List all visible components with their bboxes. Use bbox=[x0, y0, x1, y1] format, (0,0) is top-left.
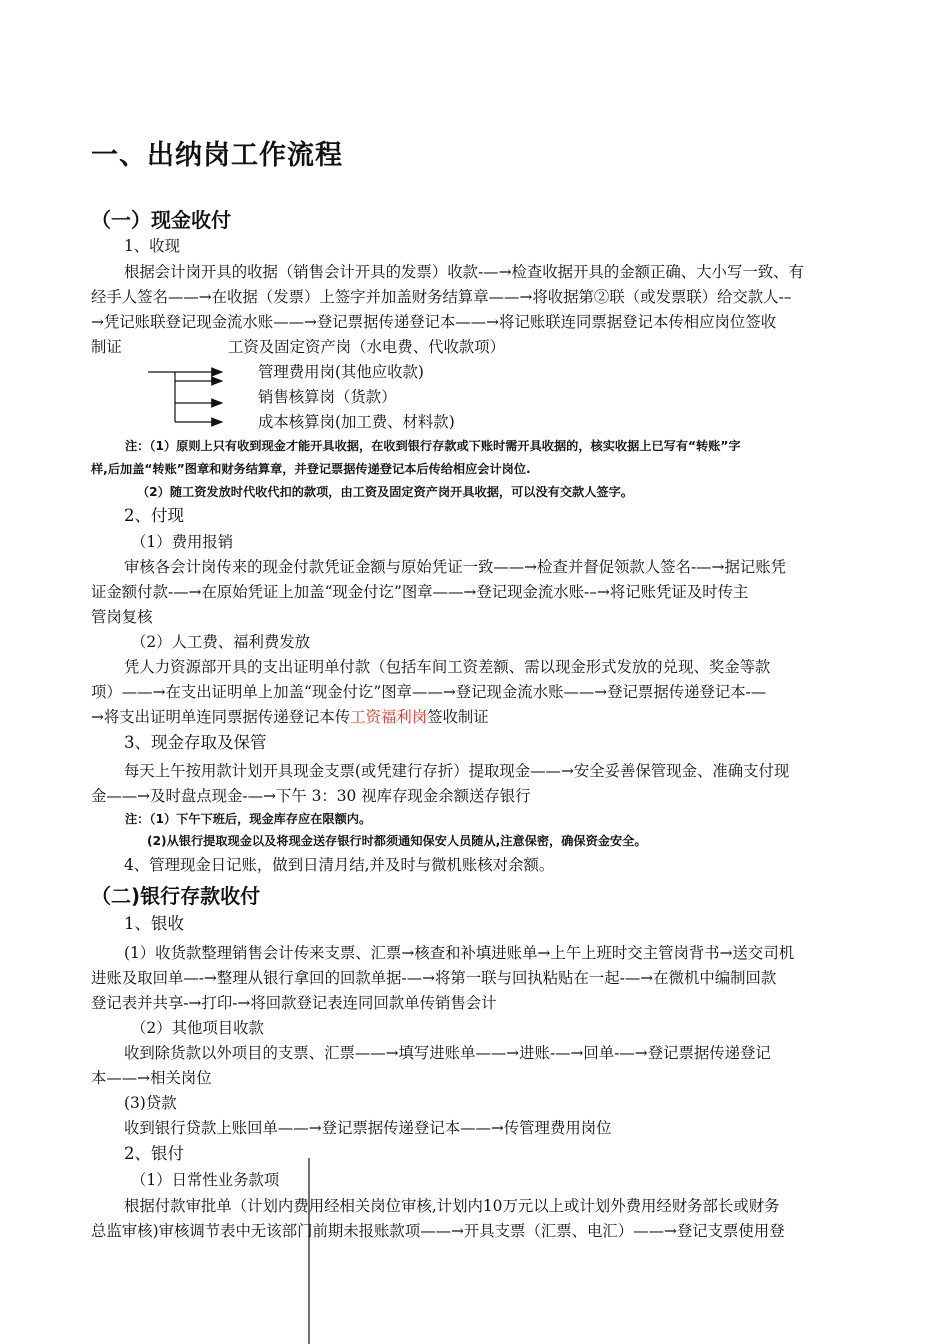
section-heading-bank: （二)银行存款收付 bbox=[91, 884, 261, 908]
section-heading-cash: （一）现金收付 bbox=[91, 208, 231, 232]
subheading-cash-storage: 3、现金存取及保管 bbox=[124, 733, 267, 752]
highlighted-post-name: 工资福利岗 bbox=[350, 708, 428, 726]
subheading-cash-payment: 2、付现 bbox=[124, 506, 184, 525]
paragraph-line: 进账及取回单—-→整理从银行拿回的回款单据-—→将第一联与回执粘贴在一起-—→在微机中编制回款 bbox=[91, 969, 777, 987]
paragraph-line: 制证 bbox=[91, 338, 122, 356]
paragraph-text: →将支出证明单连同票据传递登记本传 bbox=[91, 708, 351, 726]
post-label-sales: 销售核算岗（货款） bbox=[258, 388, 397, 406]
paragraph-line bbox=[91, 707, 489, 727]
page-title: 一、出纳岗工作流程 bbox=[91, 140, 343, 171]
paragraph-line: 审核各会计岗传来的现金付款凭证金额与原始凭证一致——→检查并督促领款人签名-—→据记账凭 bbox=[124, 558, 787, 576]
paragraph-line: 4、管理现金日记账，做到日清月结,并及时与微机账核对余额。 bbox=[124, 856, 555, 874]
paragraph-line: 项）——→在支出证明单上加盖“现金付讫”图章——→登记现金流水账——→登记票据传递登记本-— bbox=[91, 683, 767, 701]
paragraph-line: (1）收货款整理销售会计传来支票、汇票→核查和补填进账单→上午上班时交主管岗背书→送交司机 bbox=[124, 944, 795, 962]
subheading-cash-receipt: 1、收现 bbox=[124, 237, 180, 255]
paragraph-line: 证金额付款-—→在原始凭证上加盖“现金付讫”图章——→登记现金流水账-–→将记账凭证及时传主 bbox=[91, 583, 749, 601]
subheading-loans: (3)贷款 bbox=[124, 1094, 177, 1112]
post-label-payroll: 工资及固定资产岗（水电费、代收款项） bbox=[228, 338, 506, 356]
paragraph-line: 本——→相关岗位 bbox=[91, 1069, 212, 1087]
paragraph-line: →凭记账联登记现金流水账——→登记票据传递登记本——→将记账联连同票据登记本传相应岗位签收 bbox=[91, 313, 777, 331]
paragraph-line: 经手人签名——→在收据（发票）上签字并加盖财务结算章——→将收据第②联（或发票联）给交款人-– bbox=[91, 288, 792, 306]
subheading-expense-reimbursement: （1）费用报销 bbox=[131, 533, 234, 551]
paragraph-line: 每天上午按用款计划开具现金支票(或凭建行存折）提取现金——→安全妥善保管现金、准确支付现 bbox=[124, 762, 790, 780]
paragraph-line: 收到银行贷款上账回单——→登记票据传递登记本——→传管理费用岗位 bbox=[124, 1119, 612, 1137]
subheading-bank-receipt: 1、银收 bbox=[124, 914, 184, 933]
post-label-cost: 成本核算岗(加工费、材料款) bbox=[258, 413, 455, 431]
paragraph-line: 根据会计岗开具的收据（销售会计开具的发票）收款-—→检查收据开具的金额正确、大小写一致、有 bbox=[124, 263, 804, 281]
subheading-other-receipts: （2）其他项目收款 bbox=[131, 1019, 264, 1037]
note-line: (2)从银行提取现金以及将现金送存银行时都须通知保安人员随从,注意保密，确保资金安全。 bbox=[147, 834, 647, 848]
subheading-bank-payment: 2、银付 bbox=[124, 1144, 184, 1163]
paragraph-line: 凭人力资源部开具的支出证明单付款（包括车间工资差额、需以现金形式发放的兑现、奖金等款 bbox=[124, 658, 771, 676]
paragraph-text: 签收制证 bbox=[427, 708, 489, 726]
note-line: 样,后加盖“转账”图章和财务结算章，并登记票据传递登记本后传给相应会计岗位. bbox=[91, 462, 531, 476]
paragraph-line: 管岗复核 bbox=[91, 608, 153, 626]
paragraph-line: 登记表并共享-→打印-→将回款登记表连同回款单传销售会计 bbox=[91, 994, 497, 1012]
note-line: 注：（1）下午下班后，现金库存应在限额内。 bbox=[125, 812, 372, 826]
paragraph-line: 金——→及时盘点现金-—→下午 3：30 视库存现金余额送存银行 bbox=[91, 787, 531, 805]
subheading-payroll-welfare: （2）人工费、福利费发放 bbox=[131, 633, 311, 651]
note-line: 注：（1）原则上只有收到现金才能开具收据，在收到银行存款或下账时需开具收据的，核实收据上已写有“转账”字 bbox=[125, 439, 741, 453]
paragraph-line: 收到除货款以外项目的支票、汇票——→填写进账单——→进账-—→回单-—→登记票据传递登记 bbox=[124, 1044, 771, 1062]
paragraph-line: 根据付款审批单（计划内费用经相关岗位审核,计划内10万元以上或计划外费用经财务部长或财务 bbox=[124, 1197, 780, 1215]
subheading-routine-payments: （1）日常性业务款项 bbox=[131, 1171, 280, 1189]
paragraph-line: 总监审核)审核调节表中无该部门前期未报账款项——→开具支票（汇票、电汇）——→登记支票使用登 bbox=[91, 1222, 785, 1240]
post-label-admin-expense: 管理费用岗(其他应收款) bbox=[258, 363, 424, 381]
note-line: （2）随工资发放时代收代扣的款项，由工资及固定资产岗开具收据，可以没有交款人签字。 bbox=[137, 485, 633, 499]
